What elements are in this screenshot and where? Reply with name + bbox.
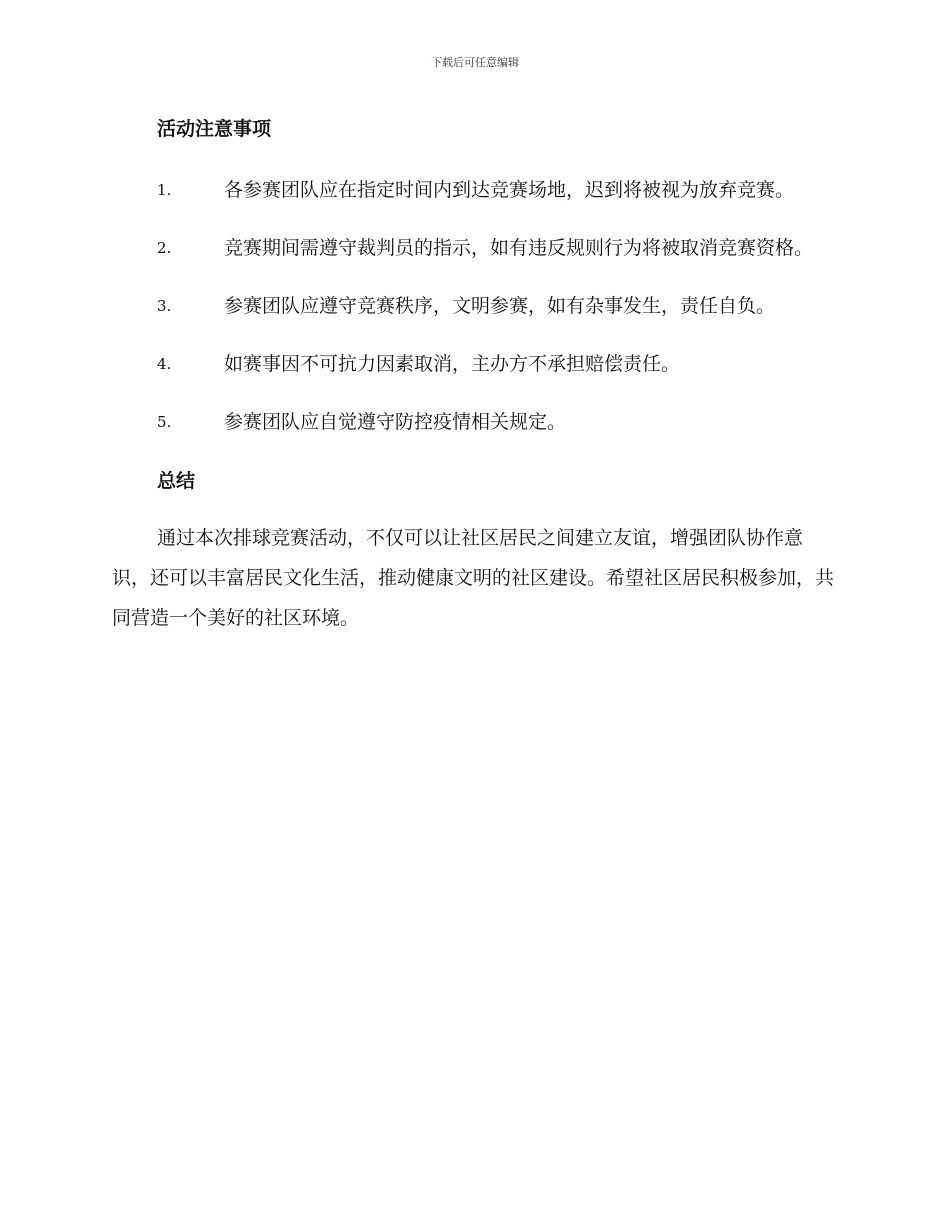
list-item-number: 4. (157, 355, 172, 373)
summary-heading: 总结 (157, 470, 196, 492)
notes-heading: 活动注意事项 (157, 118, 272, 140)
list-item (112, 168, 834, 212)
document-content (112, 112, 834, 638)
list-item-text: 竞赛期间需遵守裁判员的指示，如有违反规则行为将被取消竞赛资格。 (224, 237, 814, 259)
list-item-number: 1. (157, 181, 172, 199)
list-item (112, 284, 834, 328)
summary-paragraph: 通过本次排球竞赛活动，不仅可以让社区居民之间建立友谊，增强团队协作意识，还可以丰富居民文化生活，推动健康文明的社区建设。希望社区居民积极参加，共同营造一个美好的社区环境。 (112, 527, 835, 629)
list-item-number: 2. (157, 239, 172, 257)
list-item-text: 各参赛团队应在指定时间内到达竞赛场地，迟到将被视为放弃竞赛。 (224, 179, 795, 201)
list-item (112, 400, 834, 444)
list-item (112, 226, 834, 270)
list-item-number: 3. (157, 297, 172, 315)
list-item-text: 参赛团队应遵守竞赛秩序，文明参赛，如有杂事发生，责任自负。 (224, 295, 776, 317)
list-item-text: 参赛团队应自觉遵守防控疫情相关规定。 (224, 411, 567, 433)
notes-list (112, 168, 834, 444)
list-item-number: 5. (157, 413, 172, 431)
header-note: 下载后可任意编辑 (431, 56, 519, 69)
list-item (112, 342, 834, 386)
list-item-text: 如赛事因不可抗力因素取消，主办方不承担赔偿责任。 (224, 353, 681, 375)
